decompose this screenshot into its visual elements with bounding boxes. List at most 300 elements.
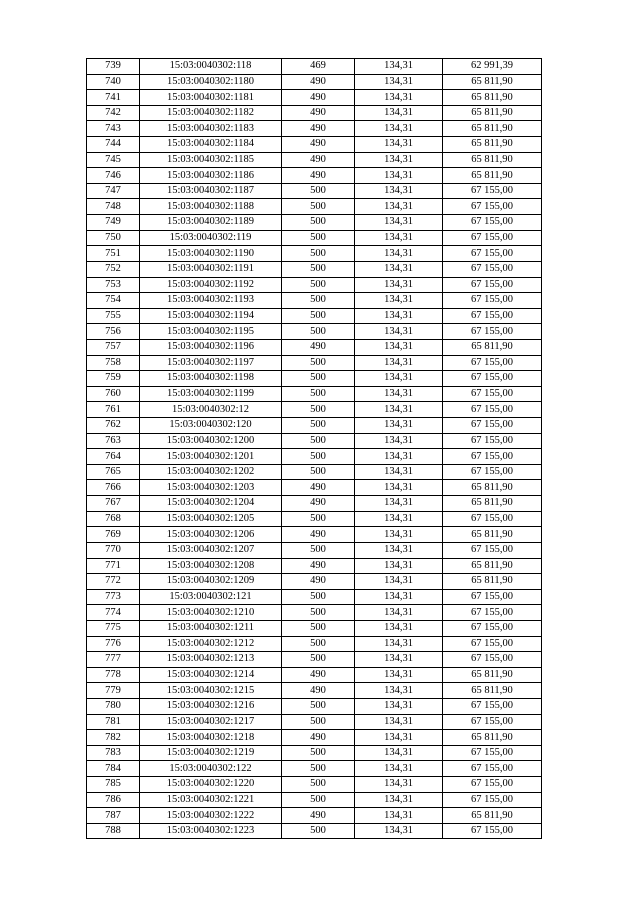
rate-cell: 134,31	[355, 730, 443, 746]
rate-cell: 134,31	[355, 449, 443, 465]
cadastral-number-cell: 15:03:0040302:1188	[140, 199, 282, 215]
row-number-cell: 750	[87, 230, 140, 246]
rate-cell: 134,31	[355, 199, 443, 215]
amount-cell: 65 811,90	[443, 480, 542, 496]
rate-cell: 134,31	[355, 527, 443, 543]
row-number-cell: 740	[87, 74, 140, 90]
area-cell: 490	[282, 496, 355, 512]
rate-cell: 134,31	[355, 152, 443, 168]
table-row	[87, 652, 542, 668]
cadastral-number-cell: 15:03:0040302:1218	[140, 730, 282, 746]
row-number-cell: 762	[87, 418, 140, 434]
cadastral-number-cell: 15:03:0040302:1223	[140, 823, 282, 839]
area-cell: 500	[282, 261, 355, 277]
cadastral-number-cell: 15:03:0040302:1199	[140, 386, 282, 402]
row-number-cell: 769	[87, 527, 140, 543]
area-cell: 490	[282, 683, 355, 699]
area-cell: 500	[282, 698, 355, 714]
table-row	[87, 339, 542, 355]
area-cell: 500	[282, 215, 355, 231]
table-row	[87, 496, 542, 512]
row-number-cell: 739	[87, 59, 140, 75]
rate-cell: 134,31	[355, 667, 443, 683]
amount-cell: 65 811,90	[443, 74, 542, 90]
table-row	[87, 199, 542, 215]
amount-cell: 67 155,00	[443, 386, 542, 402]
table-row	[87, 620, 542, 636]
table-row	[87, 168, 542, 184]
rate-cell: 134,31	[355, 636, 443, 652]
rate-cell: 134,31	[355, 823, 443, 839]
table-row	[87, 293, 542, 309]
table-row	[87, 480, 542, 496]
table-row	[87, 823, 542, 839]
cadastral-number-cell: 15:03:0040302:1206	[140, 527, 282, 543]
row-number-cell: 766	[87, 480, 140, 496]
amount-cell: 65 811,90	[443, 105, 542, 121]
amount-cell: 67 155,00	[443, 230, 542, 246]
rate-cell: 134,31	[355, 215, 443, 231]
row-number-cell: 765	[87, 464, 140, 480]
amount-cell: 67 155,00	[443, 652, 542, 668]
amount-cell: 67 155,00	[443, 293, 542, 309]
cadastral-number-cell: 15:03:0040302:1213	[140, 652, 282, 668]
cadastral-number-cell: 15:03:0040302:1192	[140, 277, 282, 293]
area-cell: 490	[282, 339, 355, 355]
row-number-cell: 747	[87, 183, 140, 199]
cadastral-number-cell: 15:03:0040302:1187	[140, 183, 282, 199]
rate-cell: 134,31	[355, 183, 443, 199]
row-number-cell: 776	[87, 636, 140, 652]
row-number-cell: 764	[87, 449, 140, 465]
rate-cell: 134,31	[355, 808, 443, 824]
row-number-cell: 781	[87, 714, 140, 730]
table-row	[87, 667, 542, 683]
amount-cell: 67 155,00	[443, 449, 542, 465]
cadastral-number-cell: 15:03:0040302:1203	[140, 480, 282, 496]
table-row	[87, 59, 542, 75]
cadastral-number-cell: 15:03:0040302:1195	[140, 324, 282, 340]
table-row	[87, 355, 542, 371]
cadastral-number-cell: 15:03:0040302:1191	[140, 261, 282, 277]
row-number-cell: 772	[87, 574, 140, 590]
row-number-cell: 785	[87, 777, 140, 793]
row-number-cell: 749	[87, 215, 140, 231]
amount-cell: 67 155,00	[443, 277, 542, 293]
cadastral-number-cell: 15:03:0040302:121	[140, 589, 282, 605]
rate-cell: 134,31	[355, 480, 443, 496]
area-cell: 490	[282, 105, 355, 121]
rate-cell: 134,31	[355, 402, 443, 418]
amount-cell: 65 811,90	[443, 574, 542, 590]
amount-cell: 67 155,00	[443, 777, 542, 793]
row-number-cell: 761	[87, 402, 140, 418]
row-number-cell: 787	[87, 808, 140, 824]
rate-cell: 134,31	[355, 605, 443, 621]
amount-cell: 65 811,90	[443, 168, 542, 184]
row-number-cell: 783	[87, 745, 140, 761]
rate-cell: 134,31	[355, 714, 443, 730]
rate-cell: 134,31	[355, 90, 443, 106]
amount-cell: 65 811,90	[443, 90, 542, 106]
row-number-cell: 786	[87, 792, 140, 808]
table-row	[87, 261, 542, 277]
amount-cell: 67 155,00	[443, 714, 542, 730]
rate-cell: 134,31	[355, 683, 443, 699]
area-cell: 500	[282, 433, 355, 449]
cadastral-number-cell: 15:03:0040302:1186	[140, 168, 282, 184]
table-row	[87, 308, 542, 324]
cadastral-number-cell: 15:03:0040302:119	[140, 230, 282, 246]
row-number-cell: 751	[87, 246, 140, 262]
table-row	[87, 808, 542, 824]
rate-cell: 134,31	[355, 371, 443, 387]
cadastral-number-cell: 15:03:0040302:1190	[140, 246, 282, 262]
cadastral-number-cell: 15:03:0040302:122	[140, 761, 282, 777]
cadastral-number-cell: 15:03:0040302:1183	[140, 121, 282, 137]
amount-cell: 65 811,90	[443, 558, 542, 574]
cadastral-number-cell: 15:03:0040302:1211	[140, 620, 282, 636]
rate-cell: 134,31	[355, 121, 443, 137]
area-cell: 500	[282, 246, 355, 262]
cadastral-number-cell: 15:03:0040302:1212	[140, 636, 282, 652]
cadastral-number-cell: 15:03:0040302:1197	[140, 355, 282, 371]
amount-cell: 67 155,00	[443, 371, 542, 387]
area-cell: 500	[282, 761, 355, 777]
table-row	[87, 230, 542, 246]
row-number-cell: 752	[87, 261, 140, 277]
area-cell: 490	[282, 137, 355, 153]
amount-cell: 65 811,90	[443, 152, 542, 168]
rate-cell: 134,31	[355, 464, 443, 480]
row-number-cell: 755	[87, 308, 140, 324]
area-cell: 500	[282, 745, 355, 761]
area-cell: 500	[282, 277, 355, 293]
cadastral-number-cell: 15:03:0040302:1221	[140, 792, 282, 808]
cadastral-number-cell: 15:03:0040302:1184	[140, 137, 282, 153]
rate-cell: 134,31	[355, 230, 443, 246]
table-row	[87, 636, 542, 652]
area-cell: 500	[282, 511, 355, 527]
rate-cell: 134,31	[355, 652, 443, 668]
area-cell: 500	[282, 652, 355, 668]
table-row	[87, 605, 542, 621]
area-cell: 500	[282, 371, 355, 387]
amount-cell: 67 155,00	[443, 355, 542, 371]
table-row	[87, 777, 542, 793]
row-number-cell: 788	[87, 823, 140, 839]
amount-cell: 67 155,00	[443, 402, 542, 418]
amount-cell: 67 155,00	[443, 308, 542, 324]
rate-cell: 134,31	[355, 277, 443, 293]
amount-cell: 67 155,00	[443, 215, 542, 231]
rate-cell: 134,31	[355, 246, 443, 262]
cadastral-number-cell: 15:03:0040302:12	[140, 402, 282, 418]
rate-cell: 134,31	[355, 324, 443, 340]
amount-cell: 65 811,90	[443, 496, 542, 512]
area-cell: 490	[282, 730, 355, 746]
amount-cell: 67 155,00	[443, 823, 542, 839]
table-row	[87, 402, 542, 418]
area-cell: 490	[282, 152, 355, 168]
table-row	[87, 761, 542, 777]
table-row	[87, 277, 542, 293]
table-row	[87, 418, 542, 434]
rate-cell: 134,31	[355, 698, 443, 714]
amount-cell: 65 811,90	[443, 527, 542, 543]
area-cell: 469	[282, 59, 355, 75]
area-cell: 500	[282, 464, 355, 480]
amount-cell: 62 991,39	[443, 59, 542, 75]
rate-cell: 134,31	[355, 105, 443, 121]
amount-cell: 65 811,90	[443, 730, 542, 746]
table-row	[87, 386, 542, 402]
data-table	[86, 58, 542, 839]
table-row	[87, 433, 542, 449]
cadastral-number-cell: 15:03:0040302:1204	[140, 496, 282, 512]
amount-cell: 67 155,00	[443, 464, 542, 480]
row-number-cell: 741	[87, 90, 140, 106]
table-row	[87, 449, 542, 465]
table-row	[87, 683, 542, 699]
table-row	[87, 105, 542, 121]
cadastral-number-cell: 15:03:0040302:1209	[140, 574, 282, 590]
amount-cell: 65 811,90	[443, 683, 542, 699]
table-row	[87, 527, 542, 543]
amount-cell: 65 811,90	[443, 808, 542, 824]
cadastral-number-cell: 15:03:0040302:1216	[140, 698, 282, 714]
row-number-cell: 777	[87, 652, 140, 668]
table-row	[87, 558, 542, 574]
rate-cell: 134,31	[355, 620, 443, 636]
cadastral-number-cell: 15:03:0040302:1215	[140, 683, 282, 699]
cadastral-number-cell: 15:03:0040302:1222	[140, 808, 282, 824]
cadastral-number-cell: 15:03:0040302:1219	[140, 745, 282, 761]
area-cell: 490	[282, 121, 355, 137]
amount-cell: 67 155,00	[443, 761, 542, 777]
row-number-cell: 771	[87, 558, 140, 574]
area-cell: 500	[282, 542, 355, 558]
area-cell: 490	[282, 574, 355, 590]
rate-cell: 134,31	[355, 542, 443, 558]
cadastral-number-cell: 15:03:0040302:1220	[140, 777, 282, 793]
area-cell: 500	[282, 605, 355, 621]
table-row	[87, 183, 542, 199]
area-cell: 500	[282, 324, 355, 340]
amount-cell: 67 155,00	[443, 745, 542, 761]
table-row	[87, 152, 542, 168]
rate-cell: 134,31	[355, 74, 443, 90]
table-row	[87, 511, 542, 527]
amount-cell: 65 811,90	[443, 339, 542, 355]
cadastral-number-cell: 15:03:0040302:1194	[140, 308, 282, 324]
amount-cell: 67 155,00	[443, 246, 542, 262]
area-cell: 500	[282, 230, 355, 246]
rate-cell: 134,31	[355, 168, 443, 184]
rate-cell: 134,31	[355, 137, 443, 153]
cadastral-number-cell: 15:03:0040302:1181	[140, 90, 282, 106]
row-number-cell: 748	[87, 199, 140, 215]
cadastral-number-cell: 15:03:0040302:1189	[140, 215, 282, 231]
amount-cell: 67 155,00	[443, 636, 542, 652]
amount-cell: 65 811,90	[443, 121, 542, 137]
table-row	[87, 246, 542, 262]
area-cell: 500	[282, 199, 355, 215]
cadastral-number-cell: 15:03:0040302:1201	[140, 449, 282, 465]
cadastral-number-cell: 15:03:0040302:1180	[140, 74, 282, 90]
row-number-cell: 745	[87, 152, 140, 168]
row-number-cell: 757	[87, 339, 140, 355]
rate-cell: 134,31	[355, 433, 443, 449]
amount-cell: 67 155,00	[443, 511, 542, 527]
cadastral-number-cell: 15:03:0040302:1210	[140, 605, 282, 621]
amount-cell: 67 155,00	[443, 183, 542, 199]
rate-cell: 134,31	[355, 355, 443, 371]
rate-cell: 134,31	[355, 418, 443, 434]
table-row	[87, 74, 542, 90]
table-row	[87, 215, 542, 231]
rate-cell: 134,31	[355, 293, 443, 309]
row-number-cell: 782	[87, 730, 140, 746]
area-cell: 500	[282, 714, 355, 730]
area-cell: 500	[282, 183, 355, 199]
amount-cell: 67 155,00	[443, 589, 542, 605]
rate-cell: 134,31	[355, 761, 443, 777]
table-row	[87, 698, 542, 714]
cadastral-number-cell: 15:03:0040302:1205	[140, 511, 282, 527]
cadastral-number-cell: 15:03:0040302:1196	[140, 339, 282, 355]
amount-cell: 65 811,90	[443, 137, 542, 153]
area-cell: 500	[282, 355, 355, 371]
row-number-cell: 773	[87, 589, 140, 605]
table-row	[87, 137, 542, 153]
amount-cell: 65 811,90	[443, 667, 542, 683]
area-cell: 500	[282, 308, 355, 324]
row-number-cell: 742	[87, 105, 140, 121]
row-number-cell: 770	[87, 542, 140, 558]
cadastral-number-cell: 15:03:0040302:1202	[140, 464, 282, 480]
row-number-cell: 775	[87, 620, 140, 636]
row-number-cell: 768	[87, 511, 140, 527]
area-cell: 490	[282, 558, 355, 574]
area-cell: 500	[282, 386, 355, 402]
row-number-cell: 780	[87, 698, 140, 714]
cadastral-number-cell: 15:03:0040302:1214	[140, 667, 282, 683]
amount-cell: 67 155,00	[443, 620, 542, 636]
rate-cell: 134,31	[355, 339, 443, 355]
rate-cell: 134,31	[355, 308, 443, 324]
area-cell: 490	[282, 808, 355, 824]
amount-cell: 67 155,00	[443, 698, 542, 714]
row-number-cell: 754	[87, 293, 140, 309]
amount-cell: 67 155,00	[443, 542, 542, 558]
row-number-cell: 753	[87, 277, 140, 293]
area-cell: 500	[282, 418, 355, 434]
area-cell: 500	[282, 777, 355, 793]
table-row	[87, 542, 542, 558]
amount-cell: 67 155,00	[443, 261, 542, 277]
rate-cell: 134,31	[355, 261, 443, 277]
area-cell: 500	[282, 449, 355, 465]
amount-cell: 67 155,00	[443, 199, 542, 215]
cadastral-number-cell: 15:03:0040302:1185	[140, 152, 282, 168]
cadastral-number-cell: 15:03:0040302:120	[140, 418, 282, 434]
table-body	[87, 59, 542, 839]
rate-cell: 134,31	[355, 386, 443, 402]
rate-cell: 134,31	[355, 511, 443, 527]
row-number-cell: 767	[87, 496, 140, 512]
row-number-cell: 774	[87, 605, 140, 621]
row-number-cell: 746	[87, 168, 140, 184]
amount-cell: 67 155,00	[443, 418, 542, 434]
area-cell: 500	[282, 823, 355, 839]
table-row	[87, 574, 542, 590]
table-row	[87, 121, 542, 137]
row-number-cell: 760	[87, 386, 140, 402]
row-number-cell: 759	[87, 371, 140, 387]
table-row	[87, 90, 542, 106]
amount-cell: 67 155,00	[443, 605, 542, 621]
amount-cell: 67 155,00	[443, 433, 542, 449]
table-row	[87, 324, 542, 340]
area-cell: 490	[282, 480, 355, 496]
row-number-cell: 758	[87, 355, 140, 371]
row-number-cell: 744	[87, 137, 140, 153]
cadastral-number-cell: 15:03:0040302:1200	[140, 433, 282, 449]
row-number-cell: 779	[87, 683, 140, 699]
table-row	[87, 714, 542, 730]
amount-cell: 67 155,00	[443, 792, 542, 808]
row-number-cell: 784	[87, 761, 140, 777]
rate-cell: 134,31	[355, 745, 443, 761]
amount-cell: 67 155,00	[443, 324, 542, 340]
rate-cell: 134,31	[355, 792, 443, 808]
table-row	[87, 589, 542, 605]
cadastral-number-cell: 15:03:0040302:1217	[140, 714, 282, 730]
cadastral-number-cell: 15:03:0040302:1198	[140, 371, 282, 387]
area-cell: 500	[282, 620, 355, 636]
row-number-cell: 756	[87, 324, 140, 340]
table-row	[87, 371, 542, 387]
area-cell: 490	[282, 527, 355, 543]
cadastral-number-cell: 15:03:0040302:118	[140, 59, 282, 75]
area-cell: 490	[282, 667, 355, 683]
table-row	[87, 730, 542, 746]
area-cell: 500	[282, 293, 355, 309]
row-number-cell: 743	[87, 121, 140, 137]
row-number-cell: 778	[87, 667, 140, 683]
rate-cell: 134,31	[355, 496, 443, 512]
rate-cell: 134,31	[355, 777, 443, 793]
rate-cell: 134,31	[355, 558, 443, 574]
area-cell: 500	[282, 589, 355, 605]
rate-cell: 134,31	[355, 574, 443, 590]
rate-cell: 134,31	[355, 59, 443, 75]
area-cell: 490	[282, 74, 355, 90]
cadastral-number-cell: 15:03:0040302:1207	[140, 542, 282, 558]
area-cell: 500	[282, 792, 355, 808]
area-cell: 500	[282, 636, 355, 652]
table-row	[87, 464, 542, 480]
cadastral-number-cell: 15:03:0040302:1193	[140, 293, 282, 309]
row-number-cell: 763	[87, 433, 140, 449]
table-row	[87, 745, 542, 761]
rate-cell: 134,31	[355, 589, 443, 605]
area-cell: 490	[282, 168, 355, 184]
cadastral-number-cell: 15:03:0040302:1208	[140, 558, 282, 574]
table-row	[87, 792, 542, 808]
area-cell: 490	[282, 90, 355, 106]
